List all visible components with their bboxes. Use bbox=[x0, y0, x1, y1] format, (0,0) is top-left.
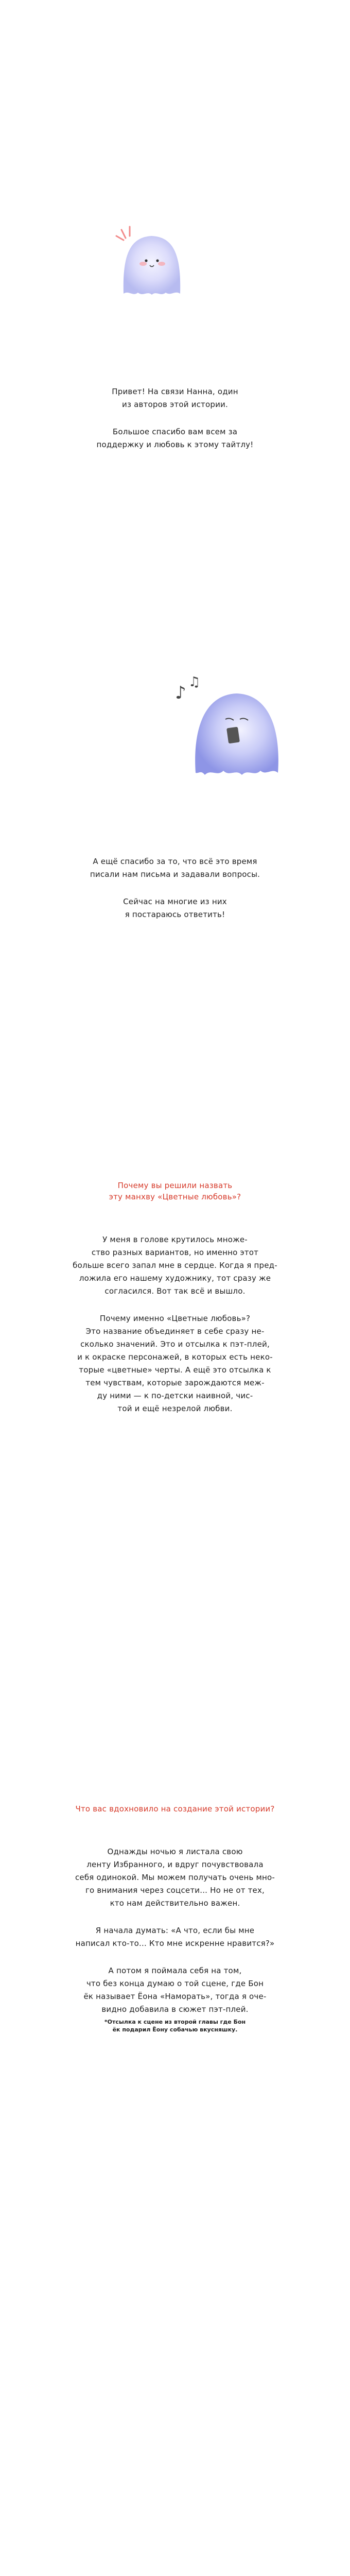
text-line: что без конца думаю о той сцене, где Бон bbox=[86, 1979, 264, 1988]
text-line: Почему вы решили назвать bbox=[117, 1181, 233, 1190]
svg-text:♫: ♫ bbox=[188, 674, 201, 690]
text-line: *Отсылка к сцене из второй главы где Бон bbox=[104, 2019, 246, 2025]
text-line: Сейчас на многие из них bbox=[123, 897, 227, 906]
text-line: и к окраске персонажей, в которых есть неко- bbox=[77, 1352, 273, 1362]
text-line: торые «цветные» черты. А ещё это отсылка к bbox=[79, 1365, 271, 1375]
answer-paragraph bbox=[0, 1233, 350, 1298]
text-line: из авторов этой истории. bbox=[122, 400, 228, 409]
text-line: ёк называет Ёона «Наморать», тогда я оче- bbox=[83, 1992, 267, 2001]
text-line: ёк подарил Ёону собачью вкусняшку. bbox=[112, 2026, 238, 2033]
text-line: А ещё спасибо за то, что всё это время bbox=[93, 857, 257, 866]
text-line: Привет! На связи Нанна, один bbox=[112, 387, 238, 396]
text-line: согласился. Вот так всё и вышло. bbox=[104, 1286, 246, 1296]
text-line: ленту Избранного, и вдруг почувствовала bbox=[86, 1860, 264, 1869]
question-heading bbox=[0, 1803, 350, 1815]
answer-paragraph bbox=[0, 1312, 350, 1415]
qa-section-title bbox=[0, 1180, 350, 1430]
text-line: сколько значений. Это и отсылка к пэт-плей, bbox=[80, 1340, 270, 1349]
footnote bbox=[0, 2018, 350, 2033]
text-line: писали нам письма и задавали вопросы. bbox=[90, 870, 260, 879]
text-line: го внимания через соцсети... Но не от тех, bbox=[85, 1886, 265, 1895]
svg-text:♪: ♪ bbox=[175, 683, 186, 703]
text-line: видно добавила в сюжет пэт-плей. bbox=[101, 2005, 249, 2014]
text-line: поддержку и любовь к этому тайтлу! bbox=[96, 440, 254, 449]
qa-section-inspiration bbox=[0, 1803, 350, 2033]
text-line: А потом я поймала себя на том, bbox=[108, 1966, 242, 1975]
text-line: Большое спасибо вам всем за bbox=[112, 427, 238, 436]
intro-thanks-letters bbox=[0, 855, 350, 936]
text-line: эту манхву «Цветные любовь»? bbox=[109, 1192, 241, 1201]
text-line: ство разных вариантов, но именно этот bbox=[91, 1248, 259, 1257]
ghost-character-icon bbox=[103, 216, 201, 304]
question-heading bbox=[0, 1180, 350, 1202]
text-line: я постараюсь ответить! bbox=[125, 910, 225, 919]
answer-paragraph bbox=[0, 1845, 350, 1910]
text-line: Это название объединяет в себе сразу не- bbox=[85, 1327, 265, 1336]
text-line: Я начала думать: «А что, если бы мне bbox=[95, 1926, 255, 1935]
text-line: той и ещё незрелой любви. bbox=[117, 1404, 233, 1413]
text-line: Однажды ночью я листала свою bbox=[107, 1847, 243, 1856]
text-line: написал кто-то... Кто мне искренне нравится?» bbox=[75, 1939, 275, 1948]
text-line: Что вас вдохновило на создание этой истории? bbox=[75, 1804, 275, 1814]
intro-greeting bbox=[0, 385, 350, 466]
text-line: У меня в голове крутилось множе- bbox=[102, 1235, 248, 1244]
text-line: ложила его нашему художнику, тот сразу же bbox=[79, 1274, 271, 1283]
text-line: себя одинокой. Мы можем получать очень мно- bbox=[75, 1873, 275, 1882]
ghost-with-phone-icon bbox=[160, 670, 293, 783]
text-line: больше всего запал мне в сердце. Когда я пред- bbox=[73, 1261, 277, 1270]
text-line: кто нам действительно важен. bbox=[110, 1899, 240, 1908]
text-line: ду ними — к по-детски наивной, чис- bbox=[97, 1391, 253, 1400]
text-line: Почему именно «Цветные любовь»? bbox=[99, 1314, 251, 1323]
text-line: тем чувствам, которые зарождаются меж- bbox=[85, 1378, 265, 1387]
answer-paragraph bbox=[0, 1964, 350, 2016]
answer-paragraph bbox=[0, 1924, 350, 1950]
